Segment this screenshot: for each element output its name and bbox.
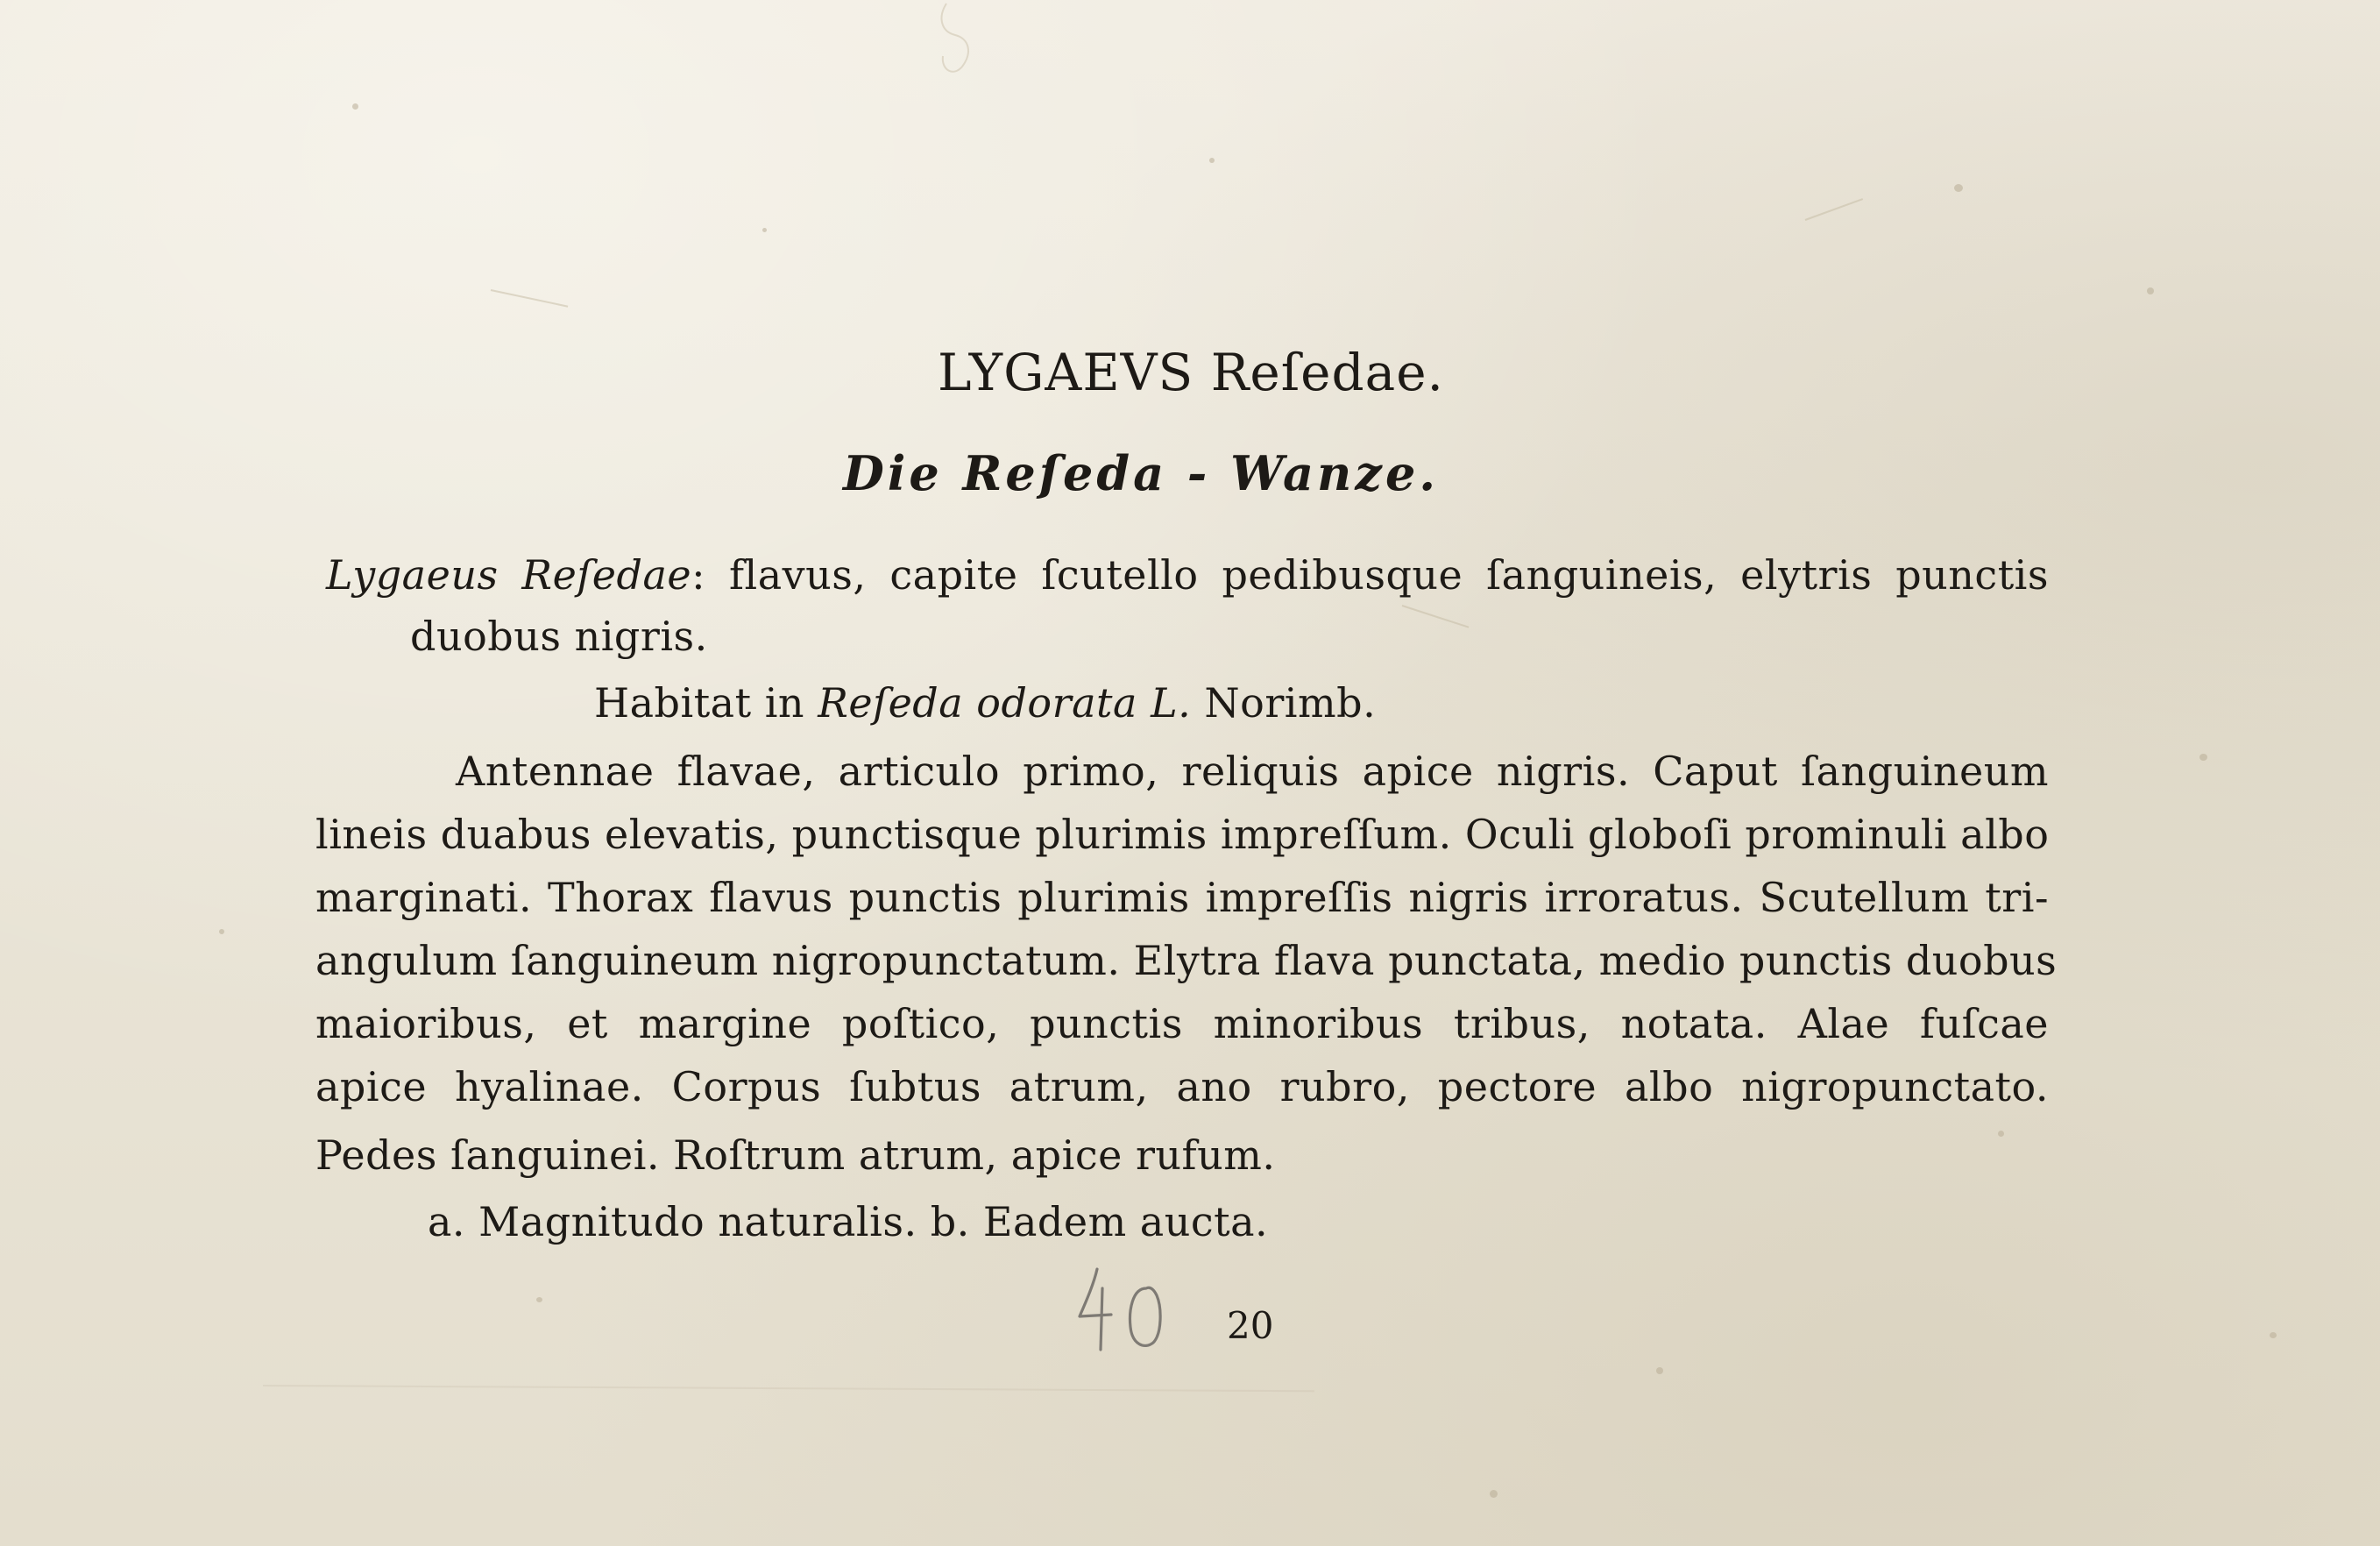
diagnosis-line-1 (326, 550, 2049, 599)
paper-speck (1209, 158, 1215, 163)
german-common-name: Die Reſeda - Wanze. (843, 445, 1440, 501)
paper-fiber (491, 289, 568, 308)
description-line: maioribus, et margine poſtico, punctis minoribus tribus, notata. Alae fuſcae (315, 1000, 2049, 1047)
paper-speck (1954, 184, 1963, 192)
paper-speck (1490, 1490, 1498, 1498)
paper-fiber (1805, 198, 1863, 221)
paper-crease (263, 1385, 1314, 1392)
paper-speck (2147, 287, 2154, 294)
diagnosis-line-2: duobus nigris. (410, 613, 708, 660)
paper-speck (762, 228, 767, 232)
species-name: Reſedae. (1210, 343, 1444, 402)
diagnosis-species-name: Lygaeus Reſedae (326, 551, 692, 599)
paper-speck (219, 929, 224, 934)
handwritten-pencil-number (1071, 1262, 1176, 1358)
paper-speck (2270, 1332, 2277, 1338)
description-line: marginati. Thorax flavus punctis plurimis impreſſis nigris irroratus. Scutellum tri- (315, 874, 2049, 921)
habitat-plant: Reſeda odorata L. (818, 679, 1192, 727)
paper-speck (1998, 1131, 2004, 1137)
species-heading (938, 344, 1444, 401)
paper-speck (1656, 1367, 1663, 1374)
description-line: lineis duabus elevatis, punctisque plurimis impreſſum. Oculi globoſi prominuli albo (315, 811, 2050, 858)
paper-speck (352, 103, 358, 110)
genus-name: LYGAEVS (938, 343, 1194, 402)
figure-caption: a. Magnitudo naturalis. b. Eadem aucta. (428, 1198, 1269, 1245)
paper-fiber (1402, 605, 1470, 628)
diagnosis-text: : flavus, capite ſcutello pedibusque ſanguineis, elytris punctis (691, 551, 2049, 599)
habitat-place: Norimb. (1204, 679, 1377, 727)
paper-watermark-mark (920, 0, 990, 79)
paper-speck (2199, 754, 2207, 761)
description-line: angulum ſanguineum nigropunctatum. Elytra flava punctata, medio punctis duobus (315, 937, 2058, 984)
habitat-line (594, 678, 1376, 727)
description-line: Pedes ſanguinei. Roſtrum atrum, apice rufum. (315, 1131, 1276, 1179)
description-line: apice hyalinae. Corpus ſubtus atrum, ano rubro, pectore albo nigropunctato. (315, 1063, 2049, 1110)
description-line: Antennae flavae, articulo primo, reliquis apice nigris. Caput ſanguineum (456, 748, 2049, 795)
paper-speck (536, 1297, 542, 1302)
habitat-prefix: Habitat in (594, 679, 805, 727)
page-number: 20 (1227, 1304, 1274, 1347)
